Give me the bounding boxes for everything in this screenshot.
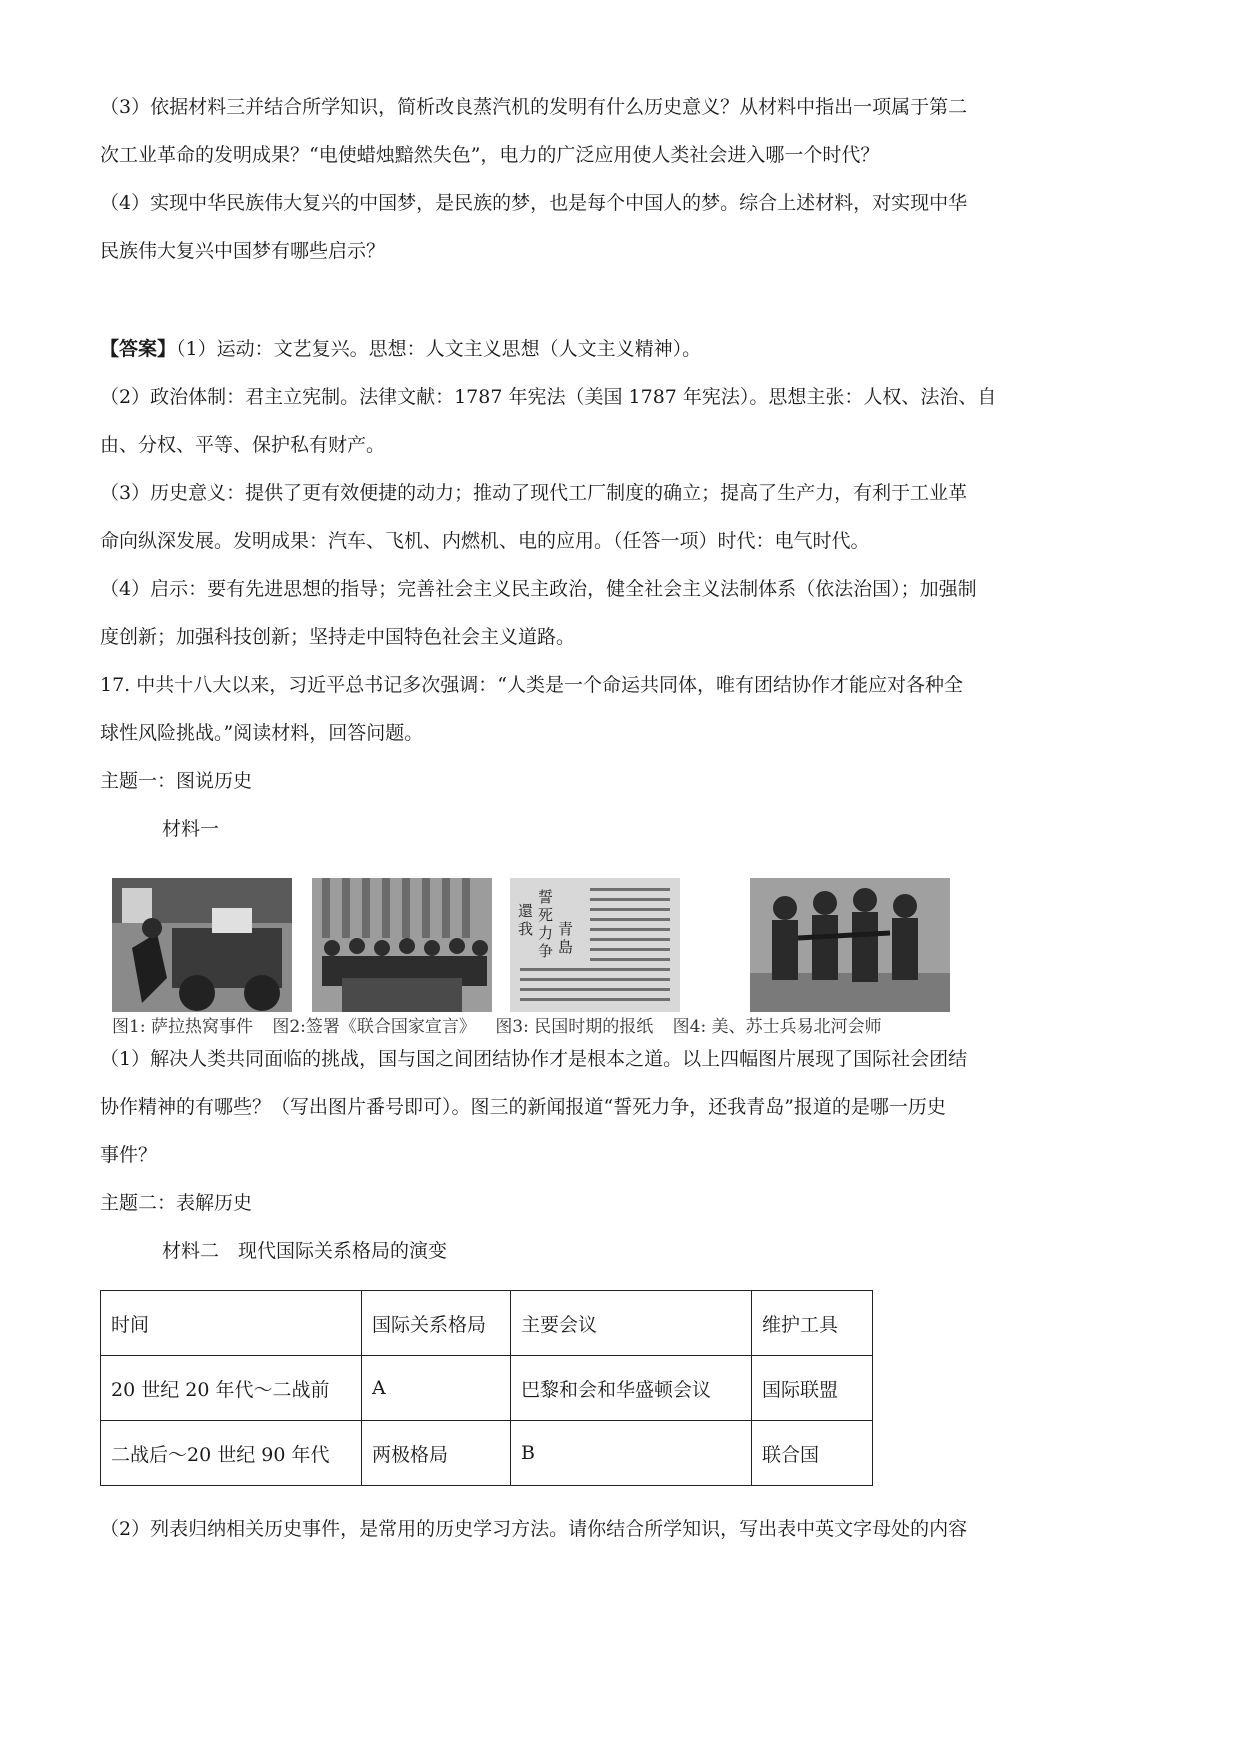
elbe-day-photo: [750, 878, 950, 1012]
table-header-row: [101, 1291, 873, 1356]
newspaper-char-7: 青: [558, 920, 574, 938]
caption-fig-4: 图4: 美、苏士兵易北河会师: [672, 1017, 882, 1037]
q4-line-2: 民族伟大复兴中国梦有哪些启示？: [100, 240, 386, 262]
answer-3-line-2: 命向纵深发展。发明成果：汽车、飞机、内燃机、电的应用。（任答一项）时代：电气时代。: [100, 530, 870, 552]
table-header-cell: 国际关系格局: [362, 1291, 511, 1356]
answer-3-line-1: （3）历史意义：提供了更有效便捷的动力；推动了现代工厂制度的确立；提高了生产力，有利于工业革: [100, 482, 968, 504]
caption-fig-2: 图2:签署《联合国家宣言》: [272, 1017, 476, 1037]
sub-q2-line-1: （2）列表归纳相关历史事件，是常用的历史学习方法。请你结合所学知识，写出表中英文字母处的内容: [100, 1518, 968, 1540]
table-row: [101, 1356, 873, 1421]
table-cell: 联合国: [752, 1421, 873, 1486]
answer-2-line-2: 由、分权、平等、保护私有财产。: [100, 434, 386, 456]
newspaper-char-2: 死: [538, 906, 554, 924]
table-cell: 两极格局: [362, 1421, 511, 1486]
theme-1-heading: 主题一：图说历史: [100, 770, 253, 792]
table-cell: 20 世纪 20 年代～二战前: [101, 1356, 362, 1421]
table-header-cell: 维护工具: [752, 1291, 873, 1356]
sub-q1-line-1: （1）解决人类共同面临的挑战，国与国之间团结协作才是根本之道。以上四幅图片展现了国际社会团结: [100, 1048, 968, 1070]
table-cell: 二战后～20 世纪 90 年代: [101, 1421, 362, 1486]
q17-line-1: 17. 中共十八大以来，习近平总书记多次强调：“人类是一个命运共同体，唯有团结协作才能应对各种全: [100, 674, 963, 696]
caption-fig-1: 图1: 萨拉热窝事件: [112, 1017, 253, 1037]
material-2-label: 材料二 现代国际关系格局的演变: [162, 1240, 448, 1262]
table-header-cell: 主要会议: [511, 1291, 752, 1356]
image-captions: [112, 1015, 882, 1039]
newspaper-char-6: 我: [518, 920, 534, 938]
table-row: [101, 1421, 873, 1486]
table-header-cell: 时间: [101, 1291, 362, 1356]
table-cell: A: [362, 1356, 511, 1421]
sub-q1-line-3: 事件？: [100, 1144, 158, 1166]
answer-4-line-2: 度创新；加强科技创新；坚持走中国特色社会主义道路。: [100, 626, 576, 648]
theme-2-heading: 主题二：表解历史: [100, 1192, 253, 1214]
sarajevo-photo: [112, 878, 292, 1012]
answer-4-line-1: （4）启示：要有先进思想的指导；完善社会主义民主政治，健全社会主义法制体系（依法治国）；加强制: [100, 578, 977, 600]
newspaper-photo: [510, 878, 680, 1012]
q3-line-1: （3）依据材料三并结合所学知识，简析改良蒸汽机的发明有什么历史意义？从材料中指出一项属于第二: [100, 96, 968, 118]
q17-line-2: 球性风险挑战。”阅读材料，回答问题。: [100, 722, 424, 744]
un-declaration-photo: [312, 878, 492, 1012]
q4-line-1: （4）实现中华民族伟大复兴的中国梦，是民族的梦，也是每个中国人的梦。综合上述材料，对实现中华: [100, 192, 968, 214]
newspaper-char-5: 還: [518, 902, 534, 920]
answer-1: （1）运动：文艺复兴。思想：人文主义思想（人文主义精神）。: [176, 338, 702, 360]
newspaper-char-4: 争: [538, 942, 554, 960]
caption-fig-3: 图3: 民国时期的报纸: [495, 1017, 654, 1037]
answer-2-line-1: （2）政治体制：君主立宪制。法律文献：1787 年宪法（美国 1787 年宪法）。思想主张：人权、法治、自: [100, 386, 997, 408]
newspaper-char-3: 力: [538, 924, 554, 942]
table-cell: 巴黎和会和华盛顿会议: [511, 1356, 752, 1421]
newspaper-char-8: 島: [558, 938, 574, 956]
material-1-label: 材料一: [162, 818, 220, 840]
relations-table: [100, 1290, 873, 1486]
q3-line-2: 次工业革命的发明成果？“电使蜡烛黯然失色”，电力的广泛应用使人类社会进入哪一个时代？: [100, 144, 880, 166]
table-cell: B: [511, 1421, 752, 1486]
newspaper-char-1: 誓: [538, 888, 554, 906]
answer-label: 【答案】: [100, 338, 177, 360]
table-cell: 国际联盟: [752, 1356, 873, 1421]
sub-q1-line-2: 协作精神的有哪些？（写出图片番号即可）。图三的新闻报道“誓死力争，还我青岛”报道的是哪一历史: [100, 1096, 946, 1118]
answer-line-1: [100, 335, 701, 363]
material-1-images: [112, 878, 962, 1012]
